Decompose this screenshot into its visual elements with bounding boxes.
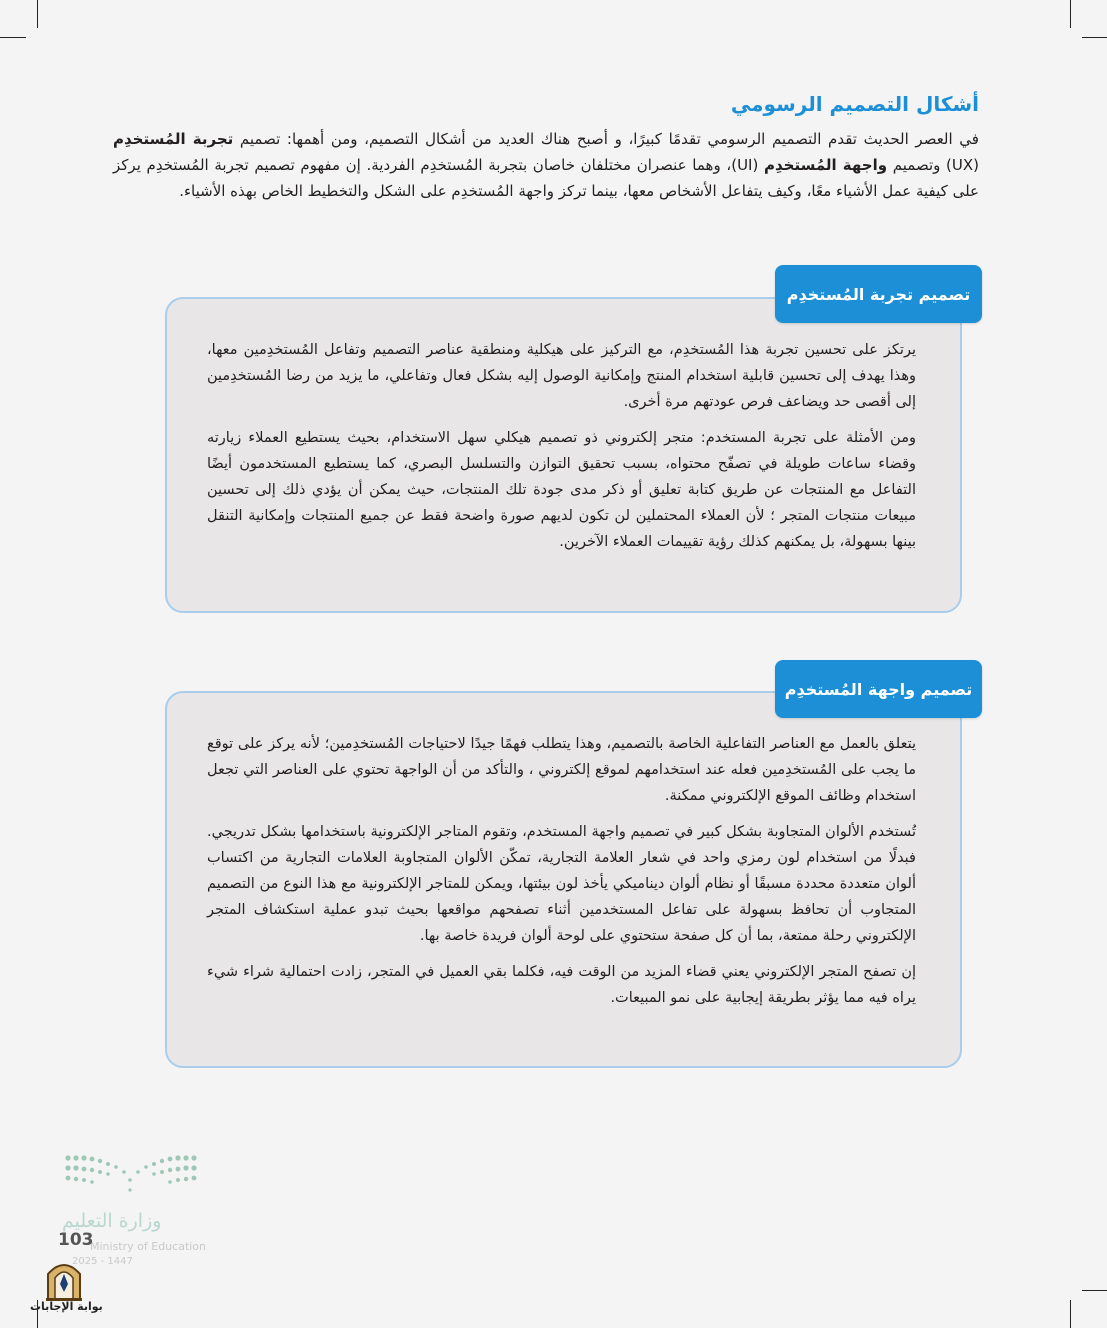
- ui-paragraph: تُستخدم الألوان المتجاوبة بشكل كبير في تصميم واجهة المستخدم، وتقوم المتاجر الإلكترونية باستخدامها بشكل تدريجي. فبدلًا من استخدام لون رمزي واحد في شعار العلامة التجارية، تمكّن الألوان المتجاوبة العلامات التجارية من اكتساب ألوان متعددة محددة مسبقًا أو نظام ألوان ديناميكي يأخذ لون بيئتها، ويمكن للمتاجر الإلكترونية مع هذا النوع من التصميم المتجاوب أن تحافظ بسهولة على تفاعل المستخدمين أثناء تصفحهم مواقعها بحيث تبدو عملية استكشاف المتجر الإلكتروني رحلة ممتعة، بما أن كل صفحة ستحتوي على لوحة ألوان فريدة خاصة بها.: [207, 824, 916, 944]
- intro-paragraph: [113, 126, 979, 204]
- ui-paragraph: يتعلق بالعمل مع العناصر التفاعلية الخاصة بالتصميم، وهذا يتطلب فهمًا جيدًا لاحتياجات المُستخدِمين؛ لأنه يركز على توقع ما يجب على المُستخدِمين فعله عند استخدامهم لموقع إلكتروني ، والتأكد من أن الواجهة تحتوي على العناصر التي تجعل استخدام وظائف الموقع الإلكتروني ممكنة.: [207, 736, 916, 804]
- crop-mark: [1070, 1300, 1071, 1328]
- intro-text: في العصر الحديث تقدم التصميم الرسومي تقدمًا كبيرًا، و أصبح هناك العديد من أشكال التصميم، ومن أهمها: تصميم: [233, 130, 979, 148]
- ministry-name-ar: وزارة التعليم: [62, 1210, 162, 1232]
- section-title: أشكال التصميم الرسومي: [730, 92, 979, 116]
- ui-info-box: [165, 691, 962, 1068]
- ux-box-tab: تصميم تجربة المُستخدِم: [775, 265, 982, 323]
- crop-mark: [1082, 1290, 1107, 1291]
- intro-term-ux: تجربة المُستخدِم: [113, 130, 234, 148]
- page-number: 103: [58, 1230, 94, 1250]
- ministry-logo-dots-icon: [64, 1152, 198, 1198]
- ministry-years: 2025 - 1447: [72, 1256, 133, 1267]
- ux-box-body: [207, 337, 916, 565]
- ux-paragraph: ومن الأمثلة على تجربة المستخدم: متجر إلكتروني ذو تصميم هيكلي سهل الاستخدام، بحيث يستطيع العملاء زيارته وقضاء ساعات طويلة في تصفّح محتواه، بسبب تحقيق التوازن والتسلسل البصري، كما يستطيع المستخدمون أيضًا التفاعل مع المنتجات عن طريق كتابة تعليق أو ذكر مدى جودة تلك المنتجات، حيث يمكن أن يؤدي ذلك إلى تحسين مبيعات منتجات المتجر ؛ لأن العملاء المحتملين لن تكون لديهم صورة واضحة فقط عن جميع المنتجات وإمكانية التنقل بينها بسهولة، بل يمكنهم كذلك رؤية تقييمات العملاء الآخرين.: [207, 430, 916, 550]
- crop-mark: [1082, 37, 1107, 38]
- intro-term-ui: واجهة المُستخدِم: [764, 156, 888, 174]
- answers-gate-label: بوابة الإجابات: [30, 1300, 103, 1313]
- intro-text: (UX) وتصميم: [887, 156, 980, 174]
- crop-mark: [37, 0, 38, 28]
- ux-info-box: [165, 297, 962, 613]
- answers-gate-icon: [44, 1258, 84, 1302]
- ux-paragraph: يرتكز على تحسين تجربة هذا المُستخدِم، مع التركيز على هيكلية ومنطقية عناصر التصميم وتفاعل المُستخدِمين معها، وهذا يهدف إلى تحسين قابلية استخدام المنتج وإمكانية الوصول إليه بشكل فعال وتفاعلي، ما يزيد من رضا المُستخدِمين إلى أقصى حد ويضاعف فرص عودتهم مرة أخرى.: [207, 342, 916, 410]
- ministry-name-en: Ministry of Education: [90, 1240, 207, 1253]
- intro-text: (UI)، وهما عنصران مختلفان خاصان بتجربة المُستخدِم الفردية. إن مفهوم تصميم تجربة المُستخدِم يركز على كيفية عمل الأشياء معًا، وكيف يتفاعل الأشخاص معها، بينما تركز واجهة المُستخدِم على الشكل والتخطيط الخاص بهذه الأشياء.: [113, 156, 979, 200]
- ui-box-body: [207, 731, 916, 1021]
- crop-mark: [1070, 0, 1071, 28]
- crop-mark: [0, 37, 26, 38]
- ui-box-tab: تصميم واجهة المُستخدِم: [775, 660, 982, 718]
- ui-paragraph: إن تصفح المتجر الإلكتروني يعني قضاء المزيد من الوقت فيه، فكلما بقي العميل في المتجر، زادت احتمالية شراء شيء يراه فيه مما يؤثر بطريقة إيجابية على نمو المبيعات.: [207, 964, 916, 1006]
